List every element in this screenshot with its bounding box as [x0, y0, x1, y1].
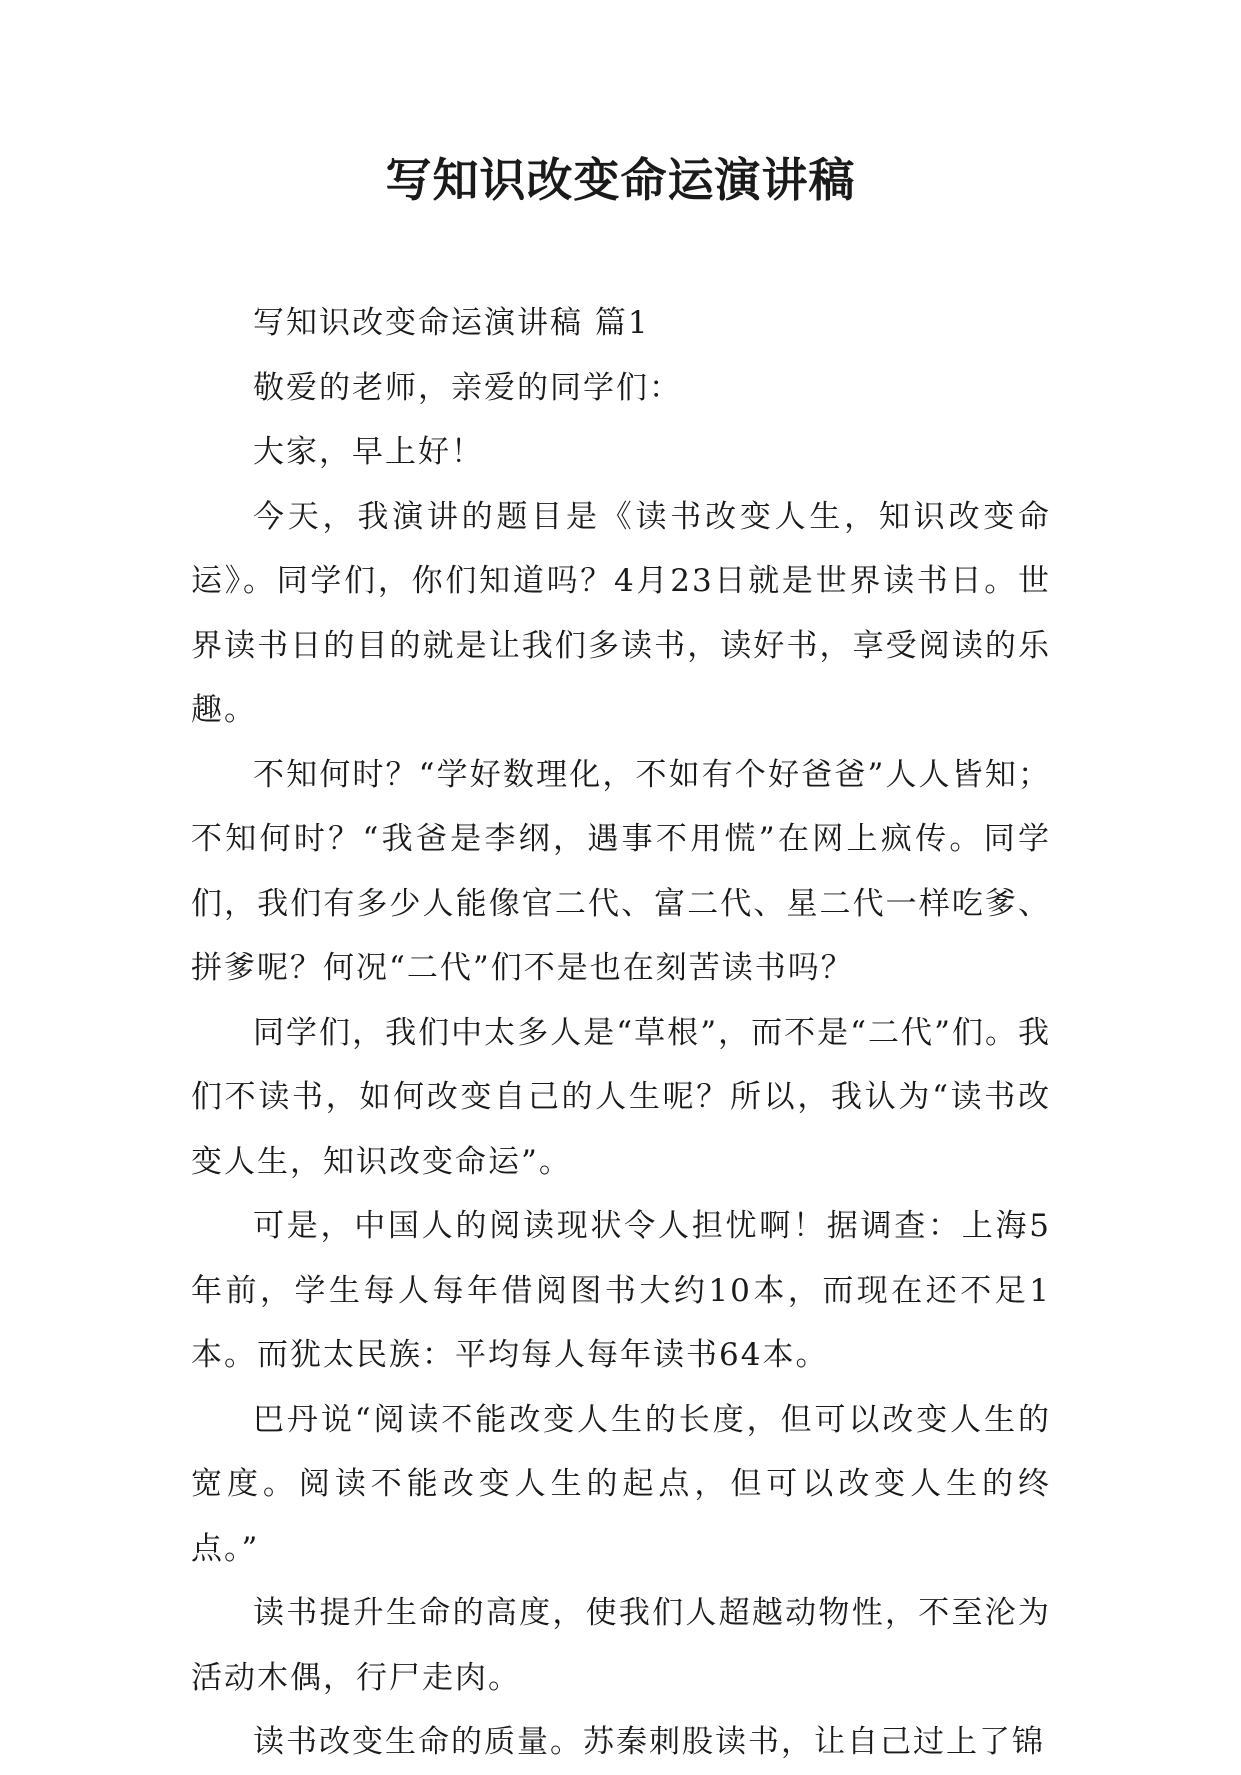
paragraph: 不知何时？“学好数理化，不如有个好爸爸”人人皆知；不知何时？“我爸是李纲，遇事不用慌”在网上疯传。同学们，我们有多少人能像官二代、富二代、星二代一样吃爹、拼爹呢？何况“二代”们不是也在刻苦读书吗？	[191, 756, 1051, 986]
document-body	[191, 291, 1051, 1775]
paragraph-greeting: 大家，早上好！	[253, 434, 484, 470]
document-title: 写知识改变命运演讲稿	[385, 153, 856, 207]
paragraph: 可是，中国人的阅读现状令人担忧啊！据调查：上海5年前，学生每人每年借阅图书大约10本，而现在还不足1本。而犹太民族：平均每人每年读书64本。	[191, 1208, 1051, 1373]
paragraph: 同学们，我们中太多人是“草根”，而不是“二代”们。我们不读书，如何改变自己的人生呢？所以，我认为“读书改变人生，知识改变命运”。	[191, 1014, 1051, 1180]
paragraph: 读书改变生命的质量。苏秦刺股读书，让自己过上了锦	[253, 1724, 1045, 1760]
paragraph-salutation: 敬爱的老师，亲爱的同学们：	[253, 369, 682, 406]
paragraph: 今天，我演讲的题目是《读书改变人生，知识改变命运》。同学们，你们知道吗？4月23日就是世界读书日。世界读书日的目的就是让我们多读书，读好书，享受阅读的乐趣。	[191, 498, 1051, 728]
paragraph-heading: 写知识改变命运演讲稿 篇1	[253, 305, 650, 341]
paragraph: 巴丹说“阅读不能改变人生的长度，但可以改变人生的宽度。阅读不能改变人生的起点，但可以改变人生的终点。”	[191, 1401, 1051, 1567]
paragraph: 读书提升生命的高度，使我们人超越动物性，不至沦为活动木偶，行尸走肉。	[191, 1595, 1051, 1696]
